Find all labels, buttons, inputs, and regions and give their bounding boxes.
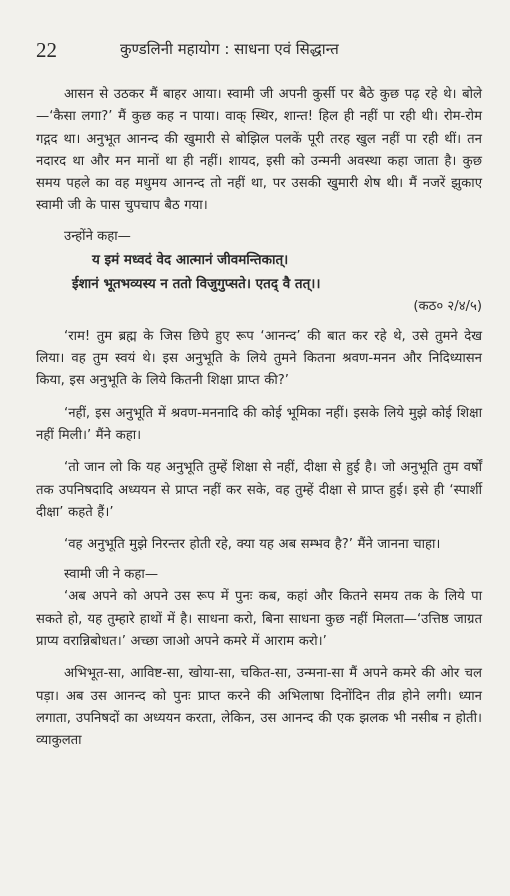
sanskrit-verse-line-1: य इमं मध्वदं वेद आत्मानं जीवमन्तिकात्।	[92, 251, 289, 268]
paragraph-7: अभिभूत-सा, आविष्ट-सा, खोया-सा, चकित-सा, उन्मना-सा मैं अपने कमरे की ओर चल पड़ा। अब उस आनन्द को पुनः प्राप्त करने की अभिलाषा दिनोंदिन तीव्र होने लगी। ध्यान लगाता, उपनिषदों का अध्ययन करता, लेकिन, उस आनन्द की एक झलक भी नसीब न होती। व्याकुलता	[36, 666, 482, 749]
page-body	[36, 84, 482, 753]
paragraph-5: ‘वह अनुभूति मुझे निरन्तर होती रहे, क्या यह अब सम्भव है?’ मैंने जानना चाहा।	[64, 537, 441, 553]
paragraph-2: ‘राम! तुम ब्रह्म के जिस छिपे हुए रूप ‘आनन्द’ की बात कर रहे थे, उसे तुमने देख लिया। वह तुम स्वयं थे। इस अनुभूति के लिये तुमने कितना श्रवण-मनन और निदिध्यासन किया, इस अनुभूति के लिये कितनी शिक्षा प्राप्त की?’	[36, 328, 482, 389]
paragraph-1: आसन से उठकर मैं बाहर आया। स्वामी जी अपनी कुर्सी पर बैठे कुछ पढ़ रहे थे। बोले—‘कैसा लगा?’ मैं कुछ कह न पाया। वाक् स्थिर, शान्त! हिल ही नहीं पा रही थी। रोम-रोम गद्गद था। अनुभूत आनन्द की खुमारी से बोझिल पलकें पूरी तरह खुल नहीं पा रही थीं। तन नदारद था और मन मानों था ही नहीं। शायद, इसी को उन्मनी अवस्था कहा जाता है। कुछ समय पहले का वह मधुमय आनन्द तो नहीं था, पर उसकी खुमारी शेष थी। मैं नजरें झुकाए स्वामी जी के पास चुपचाप बैठ गया।	[36, 87, 482, 214]
paragraph-3: ‘नहीं, इस अनुभूति में श्रवण-मननादि की कोई भूमिका नहीं। इसके लिये मुझे कोई शिक्षा नहीं मिली।’ मैंने कहा।	[36, 405, 482, 443]
verse-reference: (कठ० २/४/५)	[413, 298, 482, 314]
quote-intro-2: स्वामी जी ने कहा—	[64, 567, 159, 583]
page-number: 22	[36, 38, 57, 62]
paragraph-6: ‘अब अपने को अपने उस रूप में पुनः कब, कहां और कितने समय तक के लिये पा सकते हो, यह तुम्हारे हाथों में है। साधना करो, बिना साधना कुछ नहीं मिलता—‘उत्तिष्ठ जाग्रत प्राप्य वरान्निबोधत।’ अच्छा जाओ अपने कमरे में आराम करो।’	[36, 589, 482, 650]
running-header	[0, 38, 510, 66]
sanskrit-verse-line-2: ईशानं भूतभव्यस्य न ततो विजुगुप्सते। एतद् वै तत्।।	[72, 275, 321, 292]
quote-intro-1: उन्होंने कहा—	[64, 228, 131, 244]
book-title: कुण्डलिनी महायोग : साधना एवं सिद्धान्त	[120, 40, 339, 58]
paragraph-4: ‘तो जान लो कि यह अनुभूति तुम्हें शिक्षा से नहीं, दीक्षा से हुई है। जो अनुभूति तुम वर्षों तक उपनिषदादि अध्ययन से प्राप्त नहीं कर सके, वह तुम्हें दीक्षा से प्राप्त हुई। इसे ही ‘स्पार्शी दीक्षा’ कहते हैं।’	[36, 460, 482, 520]
